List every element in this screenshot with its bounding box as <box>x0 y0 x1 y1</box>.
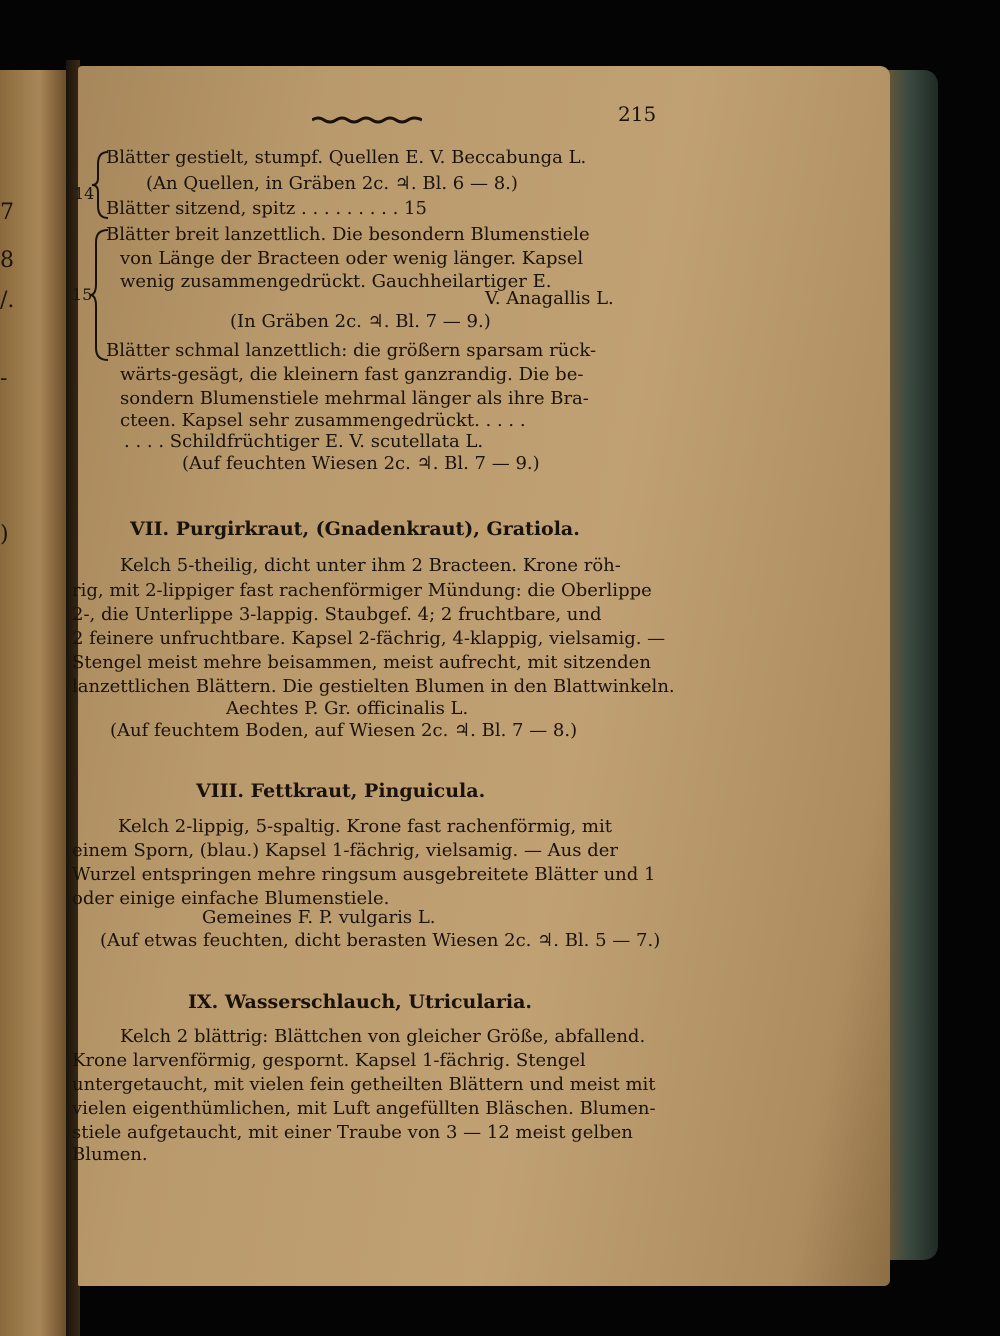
body-line: Kelch 2 blättrig: Blättchen von gleicher Größe, abfallend. <box>120 1026 646 1047</box>
body-line: Wurzel entspringen mehre ringsum ausgebreitete Blätter und 1 <box>72 864 656 885</box>
edge-number: 8 <box>0 248 14 273</box>
key-line: . . . . Schildfrüchtiger E. V. scutellata L. <box>124 431 484 452</box>
key-line: von Länge der Bracteen oder wenig länger. Kapsel <box>120 248 584 269</box>
body-line: untergetaucht, mit vielen fein getheilten Blättern und meist mit <box>72 1074 656 1095</box>
body-line: oder einige einfache Blumenstiele. <box>72 888 390 909</box>
edge-number: ) <box>0 522 9 547</box>
key-line: cteen. Kapsel sehr zusammengedrückt. . . . . <box>120 410 526 431</box>
body-line: rig, mit 2-lippiger fast rachenförmiger Mündung: die Oberlippe <box>72 580 652 601</box>
key-line: Blätter schmal lanzettlich: die größern sparsam rück- <box>106 340 597 361</box>
section-heading: VII. Purgirkraut, (Gnadenkraut), Gratiola. <box>130 518 580 540</box>
body-line: 2 feinere unfruchtbare. Kapsel 2-fächrig, 4-klappig, vielsamig. — <box>72 628 666 649</box>
body-line: Stengel meist mehre beisammen, meist aufrecht, mit sitzenden <box>72 652 651 673</box>
body-line: Kelch 5-theilig, dicht unter ihm 2 Bracteen. Krone röh- <box>120 555 621 576</box>
edge-number: 7 <box>0 200 14 225</box>
key-line: sondern Blumenstiele mehrmal länger als ihre Bra- <box>120 388 589 409</box>
left-page-edge <box>0 70 66 1336</box>
body-line: lanzettlichen Blättern. Die gestielten Blumen in den Blattwinkeln. <box>72 676 675 697</box>
species-name: Gemeines F. P. vulgaris L. <box>202 907 436 928</box>
key-line: (An Quellen, in Gräben 2c. ♃. Bl. 6 — 8.) <box>146 173 518 194</box>
key-number-15: 15 <box>72 285 93 304</box>
key-line: wärts-gesägt, die kleinern fast ganzrandig. Die be- <box>120 364 584 385</box>
key-line: Blätter breit lanzettlich. Die besondern Blumenstiele <box>106 224 590 245</box>
key-line: (In Gräben 2c. ♃. Bl. 7 — 9.) <box>230 311 491 332</box>
species-name: Aechtes P. Gr. officinalis L. <box>226 698 469 719</box>
page-number: 215 <box>618 102 657 126</box>
edge-number: /. <box>0 288 15 313</box>
edge-number: - <box>0 366 8 391</box>
key-line: V. Anagallis L. <box>485 288 614 309</box>
habitat-line: (Auf feuchtem Boden, auf Wiesen 2c. ♃. Bl. 7 — 8.) <box>110 720 578 741</box>
body-line: Krone larvenförmig, gespornt. Kapsel 1-fächrig. Stengel <box>72 1050 586 1071</box>
key-line: wenig zusammengedrückt. Gauchheilartiger E. <box>120 271 552 292</box>
section-heading: IX. Wasserschlauch, Utricularia. <box>188 991 533 1013</box>
body-line: stiele aufgetaucht, mit einer Traube von 3 — 12 meist gelben <box>72 1122 633 1143</box>
section-heading: VIII. Fettkraut, Pinguicula. <box>196 780 486 802</box>
body-line: 2-, die Unterlippe 3-lappig. Staubgef. 4; 2 fruchtbare, und <box>72 604 602 625</box>
body-line: Kelch 2-lippig, 5-spaltig. Krone fast rachenförmig, mit <box>118 816 612 837</box>
body-line: einem Sporn, (blau.) Kapsel 1-fächrig, vielsamig. — Aus der <box>72 840 619 861</box>
key-line: Blätter sitzend, spitz . . . . . . . . . 15 <box>106 198 427 219</box>
key-line: (Auf feuchten Wiesen 2c. ♃. Bl. 7 — 9.) <box>182 453 540 474</box>
key-number-14: 14 <box>74 184 95 203</box>
ornament-rule <box>312 116 422 124</box>
body-line: Blumen. <box>72 1144 148 1165</box>
habitat-line: (Auf etwas feuchten, dicht berasten Wiesen 2c. ♃. Bl. 5 — 7.) <box>100 930 661 951</box>
key-line: Blätter gestielt, stumpf. Quellen E. V. Beccabunga L. <box>106 147 587 168</box>
body-line: vielen eigenthümlichen, mit Luft angefüllten Bläschen. Blumen- <box>72 1098 656 1119</box>
